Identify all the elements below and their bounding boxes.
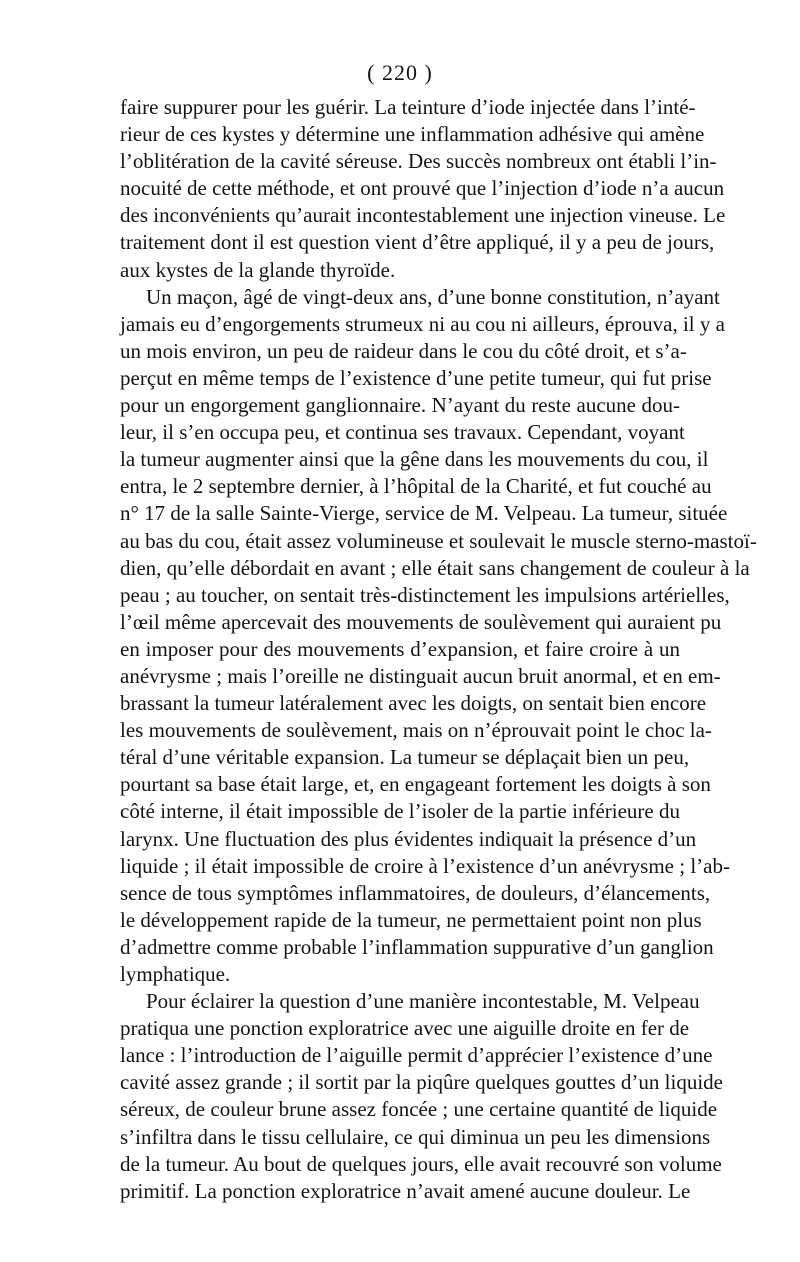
text-line: de la tumeur. Au bout de quelques jours, elle avait recouvré son volume [120, 1151, 722, 1176]
text-line: l’œil même apercevait des mouvements de soulèvement qui auraient pu [120, 609, 722, 634]
text-line: nocuité de cette méthode, et ont prouvé que l’injection d’iode n’a aucun [120, 176, 725, 201]
text-line: cavité assez grande ; il sortit par la piqûre quelques gouttes d’un liquide [120, 1070, 723, 1095]
text-line: téral d’une véritable expansion. La tumeur se déplaçait bien un peu, [120, 745, 690, 770]
text-line: peau ; au toucher, on sentait très-distinctement les impulsions artérielles, [120, 582, 730, 607]
text-line: sence de tous symptômes inflammatoires, de douleurs, d’élancements, [120, 880, 711, 905]
text-line: traitement dont il est question vient d’être appliqué, il y a peu de jours, [120, 230, 715, 255]
text-line: aux kystes de la glande thyroïde. [120, 257, 396, 282]
text-line: un mois environ, un peu de raideur dans le cou du côté droit, et s’a- [120, 338, 687, 363]
text-line: au bas du cou, était assez volumineuse et soulevait le muscle sterno-mastoï- [120, 528, 757, 553]
text-line: Pour éclairer la question d’une manière incontestable, M. Velpeau [146, 989, 700, 1014]
text-line: primitif. La ponction exploratrice n’avait amené aucune douleur. Le [120, 1178, 691, 1203]
text-line: lymphatique. [120, 962, 231, 986]
text-line: les mouvements de soulèvement, mais on n’éprouvait point le choc la- [120, 718, 712, 743]
text-line: entra, le 2 septembre dernier, à l’hôpital de la Charité, et fut couché au [120, 474, 712, 499]
text-line: séreux, de couleur brune assez foncée ; une certaine quantité de liquide [120, 1097, 718, 1122]
text-line: Un maçon, âgé de vingt-deux ans, d’une bonne constitution, n’ayant [146, 284, 720, 309]
text-line: leur, il s’en occupa peu, et continua ses travaux. Cependant, voyant [120, 420, 685, 445]
text-line: s’infiltra dans le tissu cellulaire, ce qui diminua un peu les dimensions [120, 1124, 711, 1149]
text-line: en imposer pour des mouvements d’expansion, et faire croire à un [120, 636, 680, 661]
text-line: brassant la tumeur latéralement avec les doigts, on sentait bien encore [120, 691, 707, 716]
text-line: perçut en même temps de l’existence d’une petite tumeur, qui fut prise [120, 365, 712, 390]
paragraph-1 [120, 94, 726, 284]
text-line: n° 17 de la salle Sainte-Vierge, service de M. Velpeau. La tumeur, située [120, 501, 728, 526]
text-line: faire suppurer pour les guérir. La teinture d’iode injectée dans l’inté- [120, 95, 696, 119]
page-number: ( 220 ) [367, 60, 433, 85]
text-line: liquide ; il était impossible de croire à l’existence d’un anévrysme ; l’ab- [120, 853, 730, 878]
text-line: pour un engorgement ganglionnaire. N’ayant du reste aucune dou- [120, 393, 680, 418]
text-line: pratiqua une ponction exploratrice avec une aiguille droite en fer de [120, 1016, 690, 1041]
text-line: d’admettre comme probable l’inflammation suppurative d’un ganglion [120, 934, 714, 959]
text-line: l’oblitération de la cavité séreuse. Des succès nombreux ont établi l’in- [120, 149, 717, 174]
text-line: le développement rapide de la tumeur, ne permettaient point non plus [120, 907, 702, 932]
text-line: rieur de ces kystes y détermine une inflammation adhésive qui amène [120, 122, 705, 147]
text-line: pourtant sa base était large, et, en engageant fortement les doigts à son [120, 772, 711, 797]
text-line: dien, qu’elle débordait en avant ; elle était sans changement de couleur à la [120, 555, 750, 580]
text-line: larynx. Une fluctuation des plus évidentes indiquait la présence d’un [120, 826, 697, 851]
paragraph-2 [120, 284, 757, 988]
text-line: jamais eu d’engorgements strumeux ni au cou ni ailleurs, éprouva, il y a [120, 311, 725, 336]
body-text [120, 94, 757, 1205]
text-line: la tumeur augmenter ainsi que la gêne dans les mouvements du cou, il [120, 447, 709, 472]
paragraph-3 [120, 988, 723, 1205]
text-line: anévrysme ; mais l’oreille ne distinguait aucun bruit anormal, et en em- [120, 663, 721, 688]
text-line: des inconvénients qu’aurait incontestablement une injection vineuse. Le [120, 203, 726, 228]
text-line: côté interne, il était impossible de l’isoler de la partie inférieure du [120, 799, 680, 824]
text-line: lance : l’introduction de l’aiguille permit d’apprécier l’existence d’une [120, 1043, 713, 1068]
